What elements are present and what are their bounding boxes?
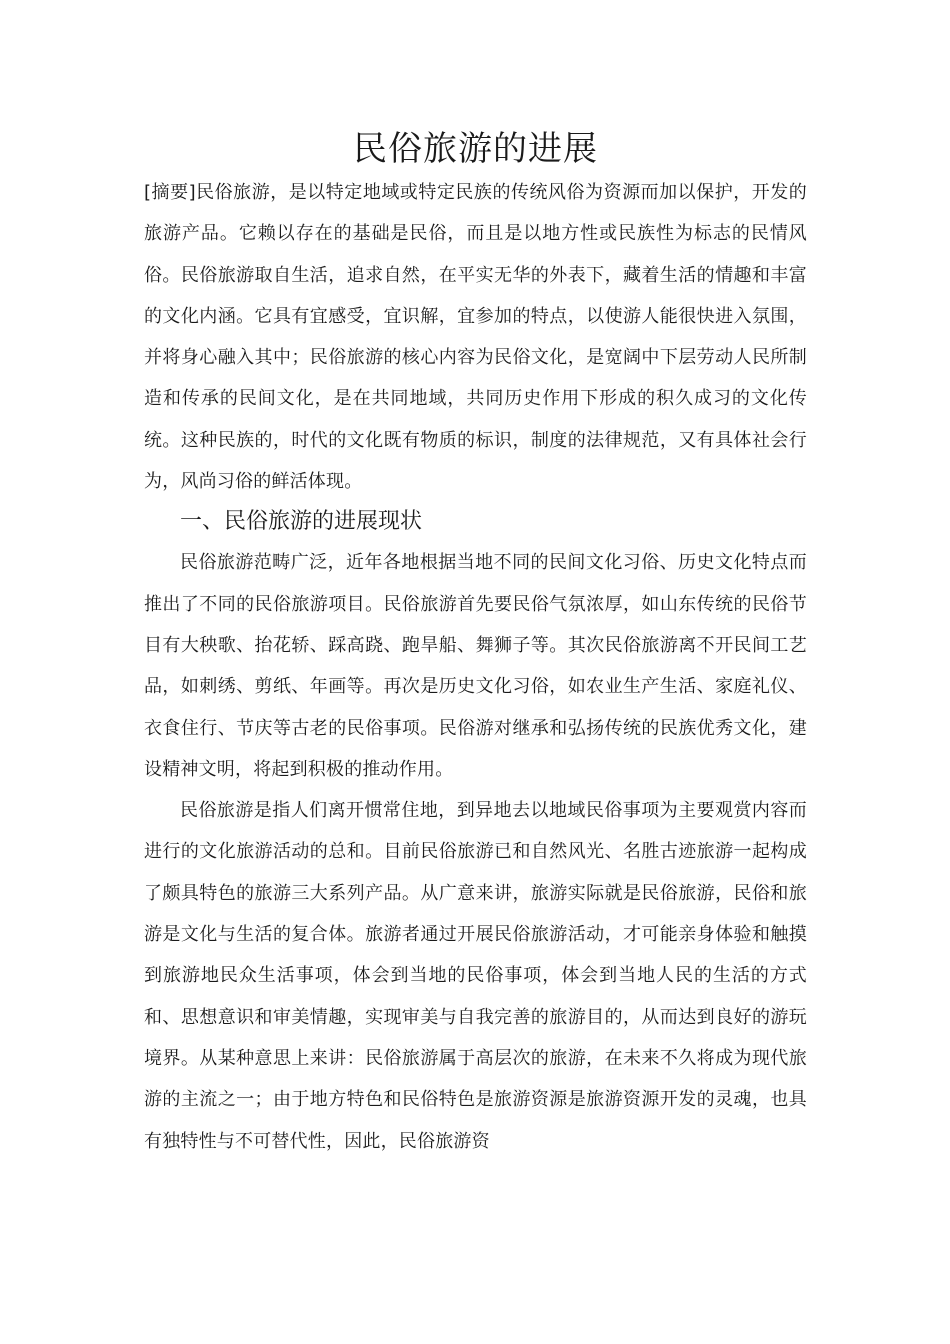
section-heading: 一、民俗旅游的进展现状	[180, 509, 423, 535]
document-title: 民俗旅游的进展	[353, 129, 598, 169]
body-paragraph-1: 民俗旅游范畴广泛，近年各地根据当地不同的民间文化习俗、历史文化特点而推出了不同的民俗旅游项目。民俗旅游首先要民俗气氛浓厚，如山东传统的民俗节目有大秧歌、抬花轿、踩高跷、跑旱船、舞狮子等。其次民俗旅游离不开民间工艺品，如刺绣、剪纸、年画等。再次是历史文化习俗，如农业生产生活、家庭礼仪、衣食住行、节庆等古老的民俗事项。民俗游对继承和弘扬传统的民族优秀文化，建设精神文明，将起到积极的推动作用。	[144, 552, 807, 780]
abstract-paragraph: [摘要]民俗旅游，是以特定地域或特定民族的传统风俗为资源而加以保护，开发的旅游产品。它赖以存在的基础是民俗，而且是以地方性或民族性为标志的民情风俗。民俗旅游取自生活，追求自然，在平实无华的外表下，藏着生活的情趣和丰富的文化内涵。它具有宜感受，宜识解，宜参加的特点，以使游人能很快进入氛围，并将身心融入其中；民俗旅游的核心内容为民俗文化，是宽阔中下层劳动人民所制造和传承的民间文化，是在共同地域，共同历史作用下形成的积久成习的文化传统。这种民族的，时代的文化既有物质的标识，制度的法律规范，又有具体社会行为，风尚习俗的鲜活体现。	[144, 182, 807, 493]
body-paragraph-2: 民俗旅游是指人们离开惯常住地，到异地去以地域民俗事项为主要观赏内容而进行的文化旅游活动的总和。目前民俗旅游已和自然风光、名胜古迹旅游一起构成了颇具特色的旅游三大系列产品。从广意来讲，旅游实际就是民俗旅游，民俗和旅游是文化与生活的复合体。旅游者通过开展民俗旅游活动，才可能亲身体验和触摸到旅游地民众生活事项，体会到当地的民俗事项，体会到当地人民的生活的方式和、思想意识和审美情趣，实现审美与自我完善的旅游目的，从而达到良好的游玩境界。从某种意思上来讲：民俗旅游属于高层次的旅游，在未来不久将成为现代旅游的主流之一；由于地方特色和民俗特色是旅游资源是旅游资源开发的灵魂，也具有独特性与不可替代性，因此，民俗旅游资	[144, 800, 807, 1152]
document-page	[144, 126, 807, 1162]
